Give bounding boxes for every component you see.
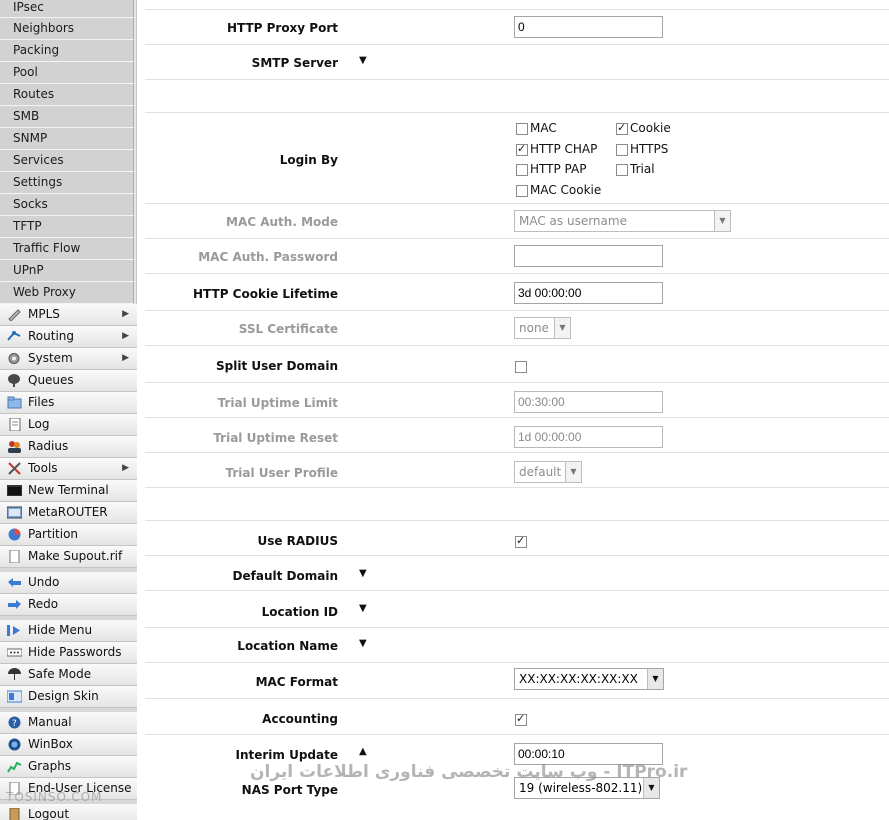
mpls-icon bbox=[7, 308, 22, 321]
section-separator bbox=[145, 488, 889, 521]
sidebar bbox=[0, 0, 137, 820]
mac-format-value: XX:XX:XX:XX:XX:XX bbox=[519, 672, 638, 686]
tools-icon bbox=[7, 462, 22, 475]
graph-icon bbox=[7, 760, 22, 773]
design-skin-icon bbox=[7, 690, 22, 703]
ssl-certificate-value: none bbox=[519, 321, 549, 335]
winbox-icon bbox=[7, 738, 22, 751]
menu-winbox-label: WinBox bbox=[28, 737, 73, 751]
cookie-option-label: Cookie bbox=[630, 121, 671, 135]
login-option-mac[interactable] bbox=[516, 121, 557, 135]
mac-format-label: MAC Format bbox=[255, 675, 338, 689]
row-trial-uptime-reset bbox=[145, 418, 889, 453]
menu-graphs[interactable] bbox=[0, 756, 137, 778]
mac-auth-mode-label: MAC Auth. Mode bbox=[226, 215, 338, 229]
nas-port-type-label: NAS Port Type bbox=[241, 783, 338, 797]
dropdown-arrow-icon[interactable]: ▼ bbox=[554, 318, 570, 338]
collapse-triangle-icon[interactable]: ▲ bbox=[359, 746, 367, 757]
menu-metarouter[interactable] bbox=[0, 502, 137, 524]
https-checkbox[interactable] bbox=[616, 144, 628, 156]
cookie-checkbox[interactable] bbox=[616, 123, 628, 135]
use-radius-label: Use RADIUS bbox=[257, 534, 338, 548]
dropdown-arrow-icon[interactable]: ▼ bbox=[643, 778, 659, 798]
smtp-server-label: SMTP Server bbox=[251, 56, 338, 70]
menu-undo-label: Undo bbox=[28, 575, 60, 589]
routing-icon bbox=[7, 330, 22, 343]
mac-auth-mode-value: MAC as username bbox=[519, 214, 627, 228]
hide-menu-icon bbox=[7, 624, 22, 637]
submenu-item-tftp[interactable]: TFTP bbox=[0, 216, 134, 238]
menu-graphs-label: Graphs bbox=[28, 759, 72, 773]
submenu-item-socks[interactable]: Socks bbox=[0, 194, 134, 216]
metarouter-icon bbox=[7, 506, 22, 519]
mac-auth-mode-select[interactable] bbox=[514, 210, 731, 232]
menu-mpls[interactable] bbox=[0, 304, 137, 326]
trial-option-label: Trial bbox=[630, 162, 655, 176]
menu-new-terminal-label: New Terminal bbox=[28, 483, 109, 497]
password-icon bbox=[7, 646, 22, 659]
menu-redo-label: Redo bbox=[28, 597, 59, 611]
menu-logout-label: Logout bbox=[28, 807, 70, 820]
menu-log[interactable] bbox=[0, 414, 137, 436]
trial-checkbox[interactable] bbox=[616, 164, 628, 176]
mac-option-label: MAC bbox=[530, 121, 557, 135]
login-option-trial[interactable] bbox=[616, 162, 655, 176]
login-option-http-pap[interactable] bbox=[516, 162, 586, 176]
form-top-spacer bbox=[145, 0, 889, 10]
login-option-cookie[interactable] bbox=[616, 121, 671, 135]
menu-partition-label: Partition bbox=[28, 527, 79, 541]
watermark-site: TOSINSO.COM bbox=[6, 790, 103, 804]
ssl-certificate-label: SSL Certificate bbox=[238, 322, 338, 336]
split-user-domain-label: Split User Domain bbox=[216, 359, 338, 373]
submenu-item-upnp[interactable]: UPnP bbox=[0, 260, 134, 282]
menu-end-user-license-label: End-User License bbox=[28, 781, 132, 795]
menu-queues[interactable] bbox=[0, 370, 137, 392]
http-pap-checkbox[interactable] bbox=[516, 164, 528, 176]
row-trial-user-profile bbox=[145, 453, 889, 488]
partition-icon bbox=[7, 528, 22, 541]
http-cookie-lifetime-input[interactable] bbox=[514, 282, 663, 304]
mac-auth-password-input[interactable] bbox=[514, 245, 663, 267]
menu-safe-mode-label: Safe Mode bbox=[28, 667, 92, 681]
row-mac-auth-mode bbox=[145, 204, 889, 239]
http-chap-checkbox[interactable] bbox=[516, 144, 528, 156]
document-icon bbox=[7, 550, 22, 563]
row-accounting bbox=[145, 699, 889, 735]
accounting-label: Accounting bbox=[262, 712, 338, 726]
umbrella-icon bbox=[7, 668, 22, 681]
use-radius-checkbox[interactable] bbox=[515, 536, 527, 548]
submenu-item-smb[interactable]: SMB bbox=[0, 106, 134, 128]
menu-hide-menu[interactable] bbox=[0, 620, 137, 642]
login-option-mac-cookie[interactable] bbox=[516, 183, 601, 197]
trial-uptime-reset-input[interactable] bbox=[514, 426, 663, 448]
watermark-text: ITPro.ir - وب سایت تخصصی فناوری اطلاعات ایران bbox=[250, 762, 688, 782]
dropdown-arrow-icon[interactable]: ▼ bbox=[565, 462, 581, 482]
row-default-domain bbox=[145, 556, 889, 591]
submenu-item-snmp[interactable]: SNMP bbox=[0, 128, 134, 150]
trial-uptime-limit-input[interactable] bbox=[514, 391, 663, 413]
section-separator bbox=[145, 80, 889, 113]
terminal-icon bbox=[7, 484, 22, 497]
trial-user-profile-select[interactable] bbox=[514, 461, 582, 483]
row-ssl-certificate bbox=[145, 311, 889, 346]
location-id-label: Location ID bbox=[261, 605, 338, 619]
menu-mpls-label: MPLS bbox=[28, 307, 60, 321]
menu-system[interactable] bbox=[0, 348, 137, 370]
login-by-label: Login By bbox=[279, 153, 338, 167]
login-option-https[interactable] bbox=[616, 142, 668, 156]
menu-radius-label: Radius bbox=[28, 439, 69, 453]
menu-tools-label: Tools bbox=[28, 461, 58, 475]
https-option-label: HTTPS bbox=[630, 142, 669, 156]
menu-design-skin[interactable] bbox=[0, 686, 137, 708]
dropdown-arrow-icon[interactable]: ▼ bbox=[714, 211, 730, 231]
mac-cookie-option-label: MAC Cookie bbox=[530, 183, 602, 197]
menu-manual-label: Manual bbox=[28, 715, 72, 729]
help-icon bbox=[7, 716, 22, 729]
undo-icon bbox=[7, 576, 22, 589]
menu-routing-label: Routing bbox=[28, 329, 75, 343]
redo-icon bbox=[7, 598, 22, 611]
expand-triangle-icon[interactable]: ▼ bbox=[359, 568, 367, 579]
menu-new-terminal[interactable] bbox=[0, 480, 137, 502]
http-cookie-lifetime-label: HTTP Cookie Lifetime bbox=[193, 287, 338, 301]
menu-design-skin-label: Design Skin bbox=[28, 689, 99, 703]
menu-radius[interactable] bbox=[0, 436, 137, 458]
svg-text:?: ? bbox=[12, 719, 17, 729]
menu-undo[interactable] bbox=[0, 572, 137, 594]
submenu-item-traffic-flow[interactable]: Traffic Flow bbox=[0, 238, 134, 260]
logout-icon bbox=[7, 808, 22, 820]
trial-uptime-reset-label: Trial Uptime Reset bbox=[213, 431, 338, 445]
trial-uptime-limit-label: Trial Uptime Limit bbox=[217, 396, 338, 410]
login-option-http-chap[interactable] bbox=[516, 142, 597, 156]
menu-winbox[interactable] bbox=[0, 734, 137, 756]
row-smtp-server bbox=[145, 45, 889, 80]
row-http-cookie-lifetime bbox=[145, 274, 889, 311]
chevron-right-icon: ▶ bbox=[122, 463, 129, 473]
http-proxy-port-label: HTTP Proxy Port bbox=[226, 21, 338, 35]
menu-log-label: Log bbox=[28, 417, 50, 431]
row-mac-format bbox=[145, 663, 889, 699]
split-user-domain-checkbox[interactable] bbox=[515, 361, 527, 373]
accounting-checkbox[interactable] bbox=[515, 714, 527, 726]
mac-cookie-checkbox[interactable] bbox=[516, 185, 528, 197]
submenu-item-pool[interactable]: Pool bbox=[0, 62, 134, 84]
chevron-right-icon: ▶ bbox=[122, 309, 129, 319]
http-proxy-port-input[interactable] bbox=[514, 16, 663, 38]
row-trial-uptime-limit bbox=[145, 383, 889, 418]
interim-update-label: Interim Update bbox=[235, 748, 338, 762]
mac-auth-password-label: MAC Auth. Password bbox=[198, 250, 338, 264]
menu-make-supout[interactable] bbox=[0, 546, 137, 568]
users-icon bbox=[7, 440, 22, 453]
submenu-item-ipsec[interactable]: IPsec bbox=[0, 0, 134, 18]
menu-queues-label: Queues bbox=[28, 373, 74, 387]
submenu-item-routes[interactable]: Routes bbox=[0, 84, 134, 106]
hotspot-server-profile-form bbox=[145, 0, 889, 803]
submenu-item-web-proxy[interactable]: Web Proxy bbox=[0, 282, 134, 304]
chevron-right-icon: ▶ bbox=[122, 331, 129, 341]
submenu-item-settings[interactable]: Settings bbox=[0, 172, 134, 194]
nas-port-type-value: 19 (wireless-802.11) bbox=[519, 781, 643, 795]
log-icon bbox=[7, 418, 22, 431]
submenu-item-packing[interactable]: Packing bbox=[0, 40, 134, 62]
row-http-proxy-port bbox=[145, 10, 889, 45]
row-location-name bbox=[145, 628, 889, 663]
row-use-radius bbox=[145, 521, 889, 556]
menu-files-label: Files bbox=[28, 395, 55, 409]
expand-triangle-icon[interactable]: ▼ bbox=[359, 638, 367, 649]
menu-logout[interactable] bbox=[0, 804, 137, 820]
folder-icon bbox=[7, 396, 22, 409]
chevron-right-icon: ▶ bbox=[122, 353, 129, 363]
http-pap-option-label: HTTP PAP bbox=[530, 162, 587, 176]
expand-triangle-icon[interactable]: ▼ bbox=[359, 603, 367, 614]
menu-tools[interactable] bbox=[0, 458, 137, 480]
default-domain-label: Default Domain bbox=[232, 569, 338, 583]
menu-safe-mode[interactable] bbox=[0, 664, 137, 686]
row-login-by bbox=[145, 113, 889, 204]
row-location-id bbox=[145, 591, 889, 628]
submenu-item-neighbors[interactable]: Neighbors bbox=[0, 18, 134, 40]
queues-icon bbox=[7, 374, 22, 387]
menu-partition[interactable] bbox=[0, 524, 137, 546]
menu-make-supout-label: Make Supout.rif bbox=[28, 549, 123, 563]
ssl-certificate-select[interactable] bbox=[514, 317, 571, 339]
row-split-user-domain bbox=[145, 346, 889, 383]
menu-manual[interactable] bbox=[0, 712, 137, 734]
mac-checkbox[interactable] bbox=[516, 123, 528, 135]
http-chap-option-label: HTTP CHAP bbox=[530, 142, 598, 156]
trial-user-profile-label: Trial User Profile bbox=[225, 466, 338, 480]
menu-redo[interactable] bbox=[0, 594, 137, 616]
menu-system-label: System bbox=[28, 351, 73, 365]
mac-format-select[interactable] bbox=[514, 668, 664, 690]
dropdown-arrow-icon[interactable]: ▼ bbox=[647, 669, 663, 689]
menu-files[interactable] bbox=[0, 392, 137, 414]
menu-metarouter-label: MetaROUTER bbox=[28, 505, 108, 519]
menu-hide-passwords-label: Hide Passwords bbox=[28, 645, 122, 659]
trial-user-profile-value: default bbox=[519, 465, 562, 479]
submenu-item-services[interactable]: Services bbox=[0, 150, 134, 172]
expand-triangle-icon[interactable]: ▼ bbox=[359, 55, 367, 66]
location-name-label: Location Name bbox=[237, 639, 338, 653]
gear-icon bbox=[7, 352, 22, 365]
menu-hide-passwords[interactable] bbox=[0, 642, 137, 664]
menu-hide-menu-label: Hide Menu bbox=[28, 623, 93, 637]
menu-routing[interactable] bbox=[0, 326, 137, 348]
row-mac-auth-password bbox=[145, 239, 889, 274]
